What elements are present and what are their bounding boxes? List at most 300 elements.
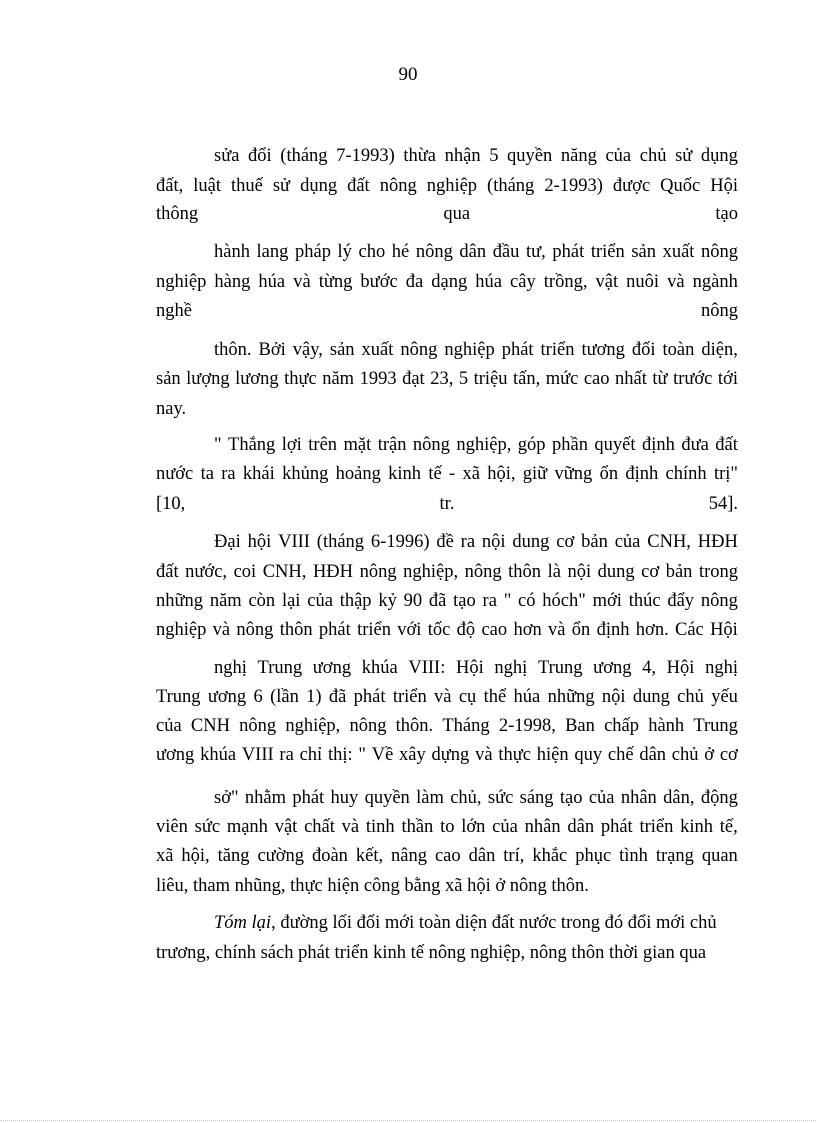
word: nông <box>464 562 502 582</box>
word: lượng <box>186 369 230 389</box>
word: 2-1998, <box>498 716 556 736</box>
word: tương <box>581 340 625 360</box>
word: quyền <box>364 788 410 808</box>
word: kỷ <box>378 591 397 611</box>
word: [10, <box>156 494 186 514</box>
word: nâng <box>391 846 428 866</box>
word: (tháng <box>316 532 365 552</box>
word: định <box>625 464 659 484</box>
word: tăng <box>217 846 250 866</box>
word: trồng, <box>543 272 588 292</box>
text-line <box>156 743 738 767</box>
word: phát <box>600 817 633 837</box>
word: nước, <box>185 562 228 582</box>
word: tế <box>428 464 442 484</box>
text-fragment: , đường lối đổi mới toàn diện đất nước trong đó đổi mới chủ <box>271 913 717 933</box>
word: kết, <box>355 846 384 866</box>
word: ổn <box>571 620 591 640</box>
word: 5 <box>458 369 469 389</box>
word: Hội <box>666 658 695 678</box>
word: nông <box>415 242 453 262</box>
word: húa <box>475 272 502 292</box>
word: triển <box>639 817 674 837</box>
word: cây <box>510 272 536 292</box>
word: quy <box>574 745 603 765</box>
word: hơn <box>513 620 542 640</box>
word: và <box>434 687 452 707</box>
word: dựng <box>431 745 470 765</box>
word: 5 <box>489 146 499 166</box>
word: của <box>492 817 518 837</box>
word: Trung <box>156 687 201 707</box>
word: quan <box>701 846 738 866</box>
word: chỉ <box>299 745 323 765</box>
word: dung <box>512 532 550 552</box>
word: hội, <box>181 846 210 866</box>
text-line <box>214 433 738 457</box>
word: đưa <box>681 435 709 455</box>
word: thôn. <box>214 340 252 360</box>
word: thuế <box>230 176 263 196</box>
word: lang <box>256 242 289 262</box>
word: " <box>358 745 366 765</box>
word: sức <box>194 817 221 837</box>
word: sáng <box>519 788 554 808</box>
word: những <box>156 591 204 611</box>
word: nhằm <box>244 788 286 808</box>
word: luật <box>193 176 221 196</box>
word: ra <box>279 745 294 765</box>
word: với <box>397 620 422 640</box>
word: khắc <box>532 846 568 866</box>
word: bản <box>665 562 693 582</box>
word: triển <box>590 242 625 262</box>
word: của <box>614 532 641 552</box>
word: Bởi <box>258 340 286 360</box>
word: sử <box>675 146 693 166</box>
word: chủ <box>639 146 667 166</box>
word: vậy, <box>292 340 323 360</box>
word: nghiệp <box>444 340 495 360</box>
word: tình <box>619 846 648 866</box>
word: dụng <box>300 176 338 196</box>
word: đa <box>405 272 424 292</box>
word: đã <box>428 591 447 611</box>
word: tế, <box>719 817 738 837</box>
word: nông <box>349 716 387 736</box>
word: kinh <box>680 817 714 837</box>
word: kinh <box>388 464 422 484</box>
word: chủ <box>671 745 699 765</box>
word: VIII <box>241 745 274 765</box>
word: khủng <box>282 464 329 484</box>
word: thực <box>498 745 531 765</box>
word: dụng <box>700 146 738 166</box>
word: chấp <box>604 716 639 736</box>
word: cao <box>583 369 610 389</box>
word: lợi <box>281 435 302 455</box>
word: những <box>547 687 595 707</box>
word: nội <box>601 687 626 707</box>
word: nghiệp <box>426 176 478 196</box>
word: qua <box>443 204 471 224</box>
word: nghị <box>705 658 738 678</box>
word: cơ <box>719 745 738 765</box>
word: nông <box>701 301 738 321</box>
word: của <box>156 716 182 736</box>
word: 90 <box>403 591 423 611</box>
word: nghề <box>156 301 192 321</box>
word: hành <box>214 242 250 262</box>
word: sản <box>329 340 355 360</box>
word: phát <box>353 687 386 707</box>
word: phát <box>318 620 351 640</box>
word: Về <box>371 745 394 765</box>
word: định <box>596 620 630 640</box>
word: chủ, <box>450 788 482 808</box>
word: Thắng <box>228 435 276 455</box>
word: đầu <box>492 242 520 262</box>
word: lại <box>281 591 301 611</box>
word: nông <box>701 242 738 262</box>
word: mới <box>592 591 622 611</box>
word: (lần <box>270 687 299 707</box>
word: 6-1996) <box>370 532 430 552</box>
word: ra <box>482 591 497 611</box>
word: thừa <box>403 146 436 166</box>
word: sửa <box>214 146 240 166</box>
word: năm <box>209 591 242 611</box>
word: toàn <box>662 340 695 360</box>
word: Các <box>675 620 704 640</box>
word: ổn <box>599 464 619 484</box>
word: có <box>518 591 536 611</box>
word: phát <box>292 788 325 808</box>
word: và <box>212 620 231 640</box>
word: cho <box>358 242 386 262</box>
text-line <box>156 685 738 709</box>
word: là <box>547 562 561 582</box>
word: phát <box>501 340 534 360</box>
word: thúc <box>628 591 661 611</box>
word: húa <box>513 687 541 707</box>
word: Quốc <box>660 176 701 196</box>
word: nghiệp, <box>285 716 341 736</box>
word: đổi <box>248 146 272 166</box>
word: ương <box>156 745 195 765</box>
word: mức <box>545 369 579 389</box>
word: Tháng <box>442 716 490 736</box>
word: Hội <box>456 658 484 678</box>
text-line <box>156 202 738 226</box>
word: tư, <box>526 242 546 262</box>
word: xuất <box>361 340 394 360</box>
word: cao <box>481 620 508 640</box>
word: lý <box>337 242 352 262</box>
text-line: nay. <box>156 399 187 419</box>
word: vật <box>595 272 619 292</box>
word: đất, <box>156 176 184 196</box>
word: HĐH <box>697 532 738 552</box>
word: phần <box>552 435 588 455</box>
word: ra <box>221 464 236 484</box>
word: tấn, <box>512 369 541 389</box>
word: nông <box>359 562 397 582</box>
word: nhất <box>615 369 647 389</box>
word: trước <box>673 369 713 389</box>
text-line <box>214 786 738 810</box>
word: chế <box>607 745 634 765</box>
word: sản <box>631 242 656 262</box>
word: đối <box>631 340 656 360</box>
word: ta <box>200 464 214 484</box>
text-line <box>156 462 738 486</box>
word: nông <box>379 176 417 196</box>
word: đất <box>347 176 370 196</box>
word: Trung <box>257 658 303 678</box>
text-line <box>214 338 738 362</box>
word: ương <box>593 658 632 678</box>
word: tới <box>717 369 738 389</box>
word: nông <box>400 340 438 360</box>
word: nông <box>236 620 274 640</box>
word: khúa <box>361 658 398 678</box>
word: nghiệp <box>156 620 207 640</box>
word: và <box>475 745 493 765</box>
word: trong <box>698 562 738 582</box>
word: tạo <box>559 788 583 808</box>
word: bản <box>581 532 608 552</box>
word: đất <box>156 562 179 582</box>
word: 1993 <box>359 369 397 389</box>
word: xây <box>399 745 426 765</box>
word: dân <box>567 817 595 837</box>
word: dung <box>597 562 635 582</box>
word: viên <box>156 817 188 837</box>
word: của <box>307 591 333 611</box>
word: triển <box>540 340 575 360</box>
word: thần <box>401 817 434 837</box>
word: cụ <box>458 687 477 707</box>
word: húa <box>258 272 286 292</box>
word: xã <box>462 464 480 484</box>
text-line <box>214 240 738 264</box>
word: đất <box>715 435 738 455</box>
word: trí, <box>503 846 525 866</box>
word: coi <box>233 562 257 582</box>
text-line <box>214 911 738 935</box>
word: lương <box>235 369 279 389</box>
word: hội, <box>487 464 516 484</box>
word: nghị <box>494 658 528 678</box>
text-line <box>156 367 738 391</box>
word: cơ <box>641 562 660 582</box>
word: từ <box>652 369 668 389</box>
word: sản <box>156 369 181 389</box>
word: (tháng <box>487 176 535 196</box>
text-line <box>156 270 738 294</box>
text-line <box>156 560 738 584</box>
word: cao <box>434 846 461 866</box>
word: VIII: <box>408 658 446 678</box>
word: bước <box>360 272 398 292</box>
word: Ban <box>565 716 595 736</box>
word: " <box>214 435 222 455</box>
word: động <box>700 788 738 808</box>
word: nước <box>156 464 194 484</box>
word: nghiệp <box>156 272 207 292</box>
word: phục <box>575 846 612 866</box>
word: yếu <box>711 687 738 707</box>
page-number: 90 <box>398 64 418 85</box>
word: hóch" <box>542 591 586 611</box>
word: nông <box>700 591 738 611</box>
word: được <box>612 176 651 196</box>
word: xã <box>156 846 174 866</box>
word: đã <box>328 687 347 707</box>
word: ương <box>312 658 352 678</box>
word: chính <box>665 464 707 484</box>
word: triển <box>357 620 391 640</box>
word: (tháng <box>280 146 328 166</box>
word: và <box>341 817 360 837</box>
word: ương <box>207 687 247 707</box>
text-line: trương, chính sách phát triển kinh tế nông nghiệp, nông thôn thời gian qua <box>156 943 707 963</box>
word: tạo <box>453 591 476 611</box>
word: khái <box>242 464 275 484</box>
word: Trung <box>537 658 583 678</box>
text-line <box>214 144 738 168</box>
word: Đại <box>214 532 241 552</box>
word: trị" <box>713 464 738 484</box>
word: 54]. <box>708 494 738 514</box>
word: 2-1993) <box>544 176 603 196</box>
word: thôn <box>279 620 313 640</box>
word: nông <box>412 435 450 455</box>
word: tốc <box>427 620 451 640</box>
word: và <box>548 620 566 640</box>
word: khúa <box>200 745 237 765</box>
word: đạt <box>402 369 425 389</box>
word: nhân <box>524 817 561 837</box>
text-line: liêu, tham nhũng, thực hiện công bằng xã hội ở nông thôn. <box>156 876 589 896</box>
word: " <box>503 591 512 611</box>
word: cơ <box>556 532 575 552</box>
text-line <box>156 174 738 198</box>
word: tạo <box>715 204 738 224</box>
word: cường <box>257 846 304 866</box>
word: thể <box>483 687 507 707</box>
word: ra <box>460 532 476 552</box>
word: hé <box>391 242 410 262</box>
word: sử <box>272 176 291 196</box>
word: hành <box>648 716 685 736</box>
text-line <box>156 618 738 642</box>
word: vững <box>554 464 593 484</box>
word: thị: <box>327 745 353 765</box>
word: nhận <box>444 146 481 166</box>
text-line <box>156 714 738 738</box>
word: hơn. <box>635 620 669 640</box>
word: hiện <box>536 745 569 765</box>
word: và <box>293 272 311 292</box>
word: triệu <box>473 369 508 389</box>
word: ngành <box>692 272 738 292</box>
word: Trung <box>693 716 738 736</box>
word: thập <box>339 591 372 611</box>
word: nuôi <box>626 272 660 292</box>
word: độ <box>456 620 476 640</box>
word: đẩy <box>667 591 695 611</box>
word: chất <box>304 817 335 837</box>
word: xuất <box>662 242 695 262</box>
word: năng <box>560 146 597 166</box>
word: lớn <box>461 817 486 837</box>
word: tinh <box>365 817 395 837</box>
emphasis-text: Tóm lại <box>214 913 272 933</box>
word: làm <box>416 788 444 808</box>
word: to <box>440 817 455 837</box>
word: Hội <box>710 620 738 640</box>
word: 23, <box>430 369 454 389</box>
word: thực <box>284 369 317 389</box>
word: định <box>641 435 675 455</box>
word: pháp <box>294 242 331 262</box>
word: đoàn <box>311 846 348 866</box>
word: đề <box>436 532 454 552</box>
word: - <box>448 464 456 484</box>
word: ở <box>704 745 715 765</box>
word: thôn. <box>395 716 434 736</box>
word: sở" <box>214 788 239 808</box>
word: của <box>605 146 632 166</box>
word: dân <box>459 242 487 262</box>
word: dung <box>632 687 670 707</box>
text-line <box>214 530 738 554</box>
word: năm <box>322 369 355 389</box>
word: mặt <box>343 435 372 455</box>
word: còn <box>248 591 276 611</box>
word: huy <box>330 788 359 808</box>
text-line <box>156 589 738 613</box>
word: quyền <box>507 146 553 166</box>
word: giữ <box>522 464 548 484</box>
word: hàng <box>214 272 251 292</box>
text-line <box>156 844 738 868</box>
page-bottom-divider <box>0 1120 816 1121</box>
text-line <box>214 656 738 680</box>
word: nghị <box>214 658 247 678</box>
word: 4, <box>642 658 657 678</box>
word: vật <box>274 817 298 837</box>
word: nghiệp, <box>456 435 512 455</box>
word: CNH, <box>262 562 307 582</box>
word: CNH, <box>647 532 691 552</box>
word: 6 <box>253 687 263 707</box>
text-line <box>156 299 738 323</box>
word: 1) <box>306 687 322 707</box>
word: nội <box>481 532 506 552</box>
word: dân <box>468 846 496 866</box>
word: dạng <box>431 272 468 292</box>
word: triển <box>392 687 427 707</box>
word: và <box>667 272 685 292</box>
word: Hội <box>710 176 738 196</box>
word: chủ <box>677 687 704 707</box>
word: trên <box>308 435 338 455</box>
word: thôn <box>508 562 542 582</box>
word: nghiệp, <box>403 562 459 582</box>
